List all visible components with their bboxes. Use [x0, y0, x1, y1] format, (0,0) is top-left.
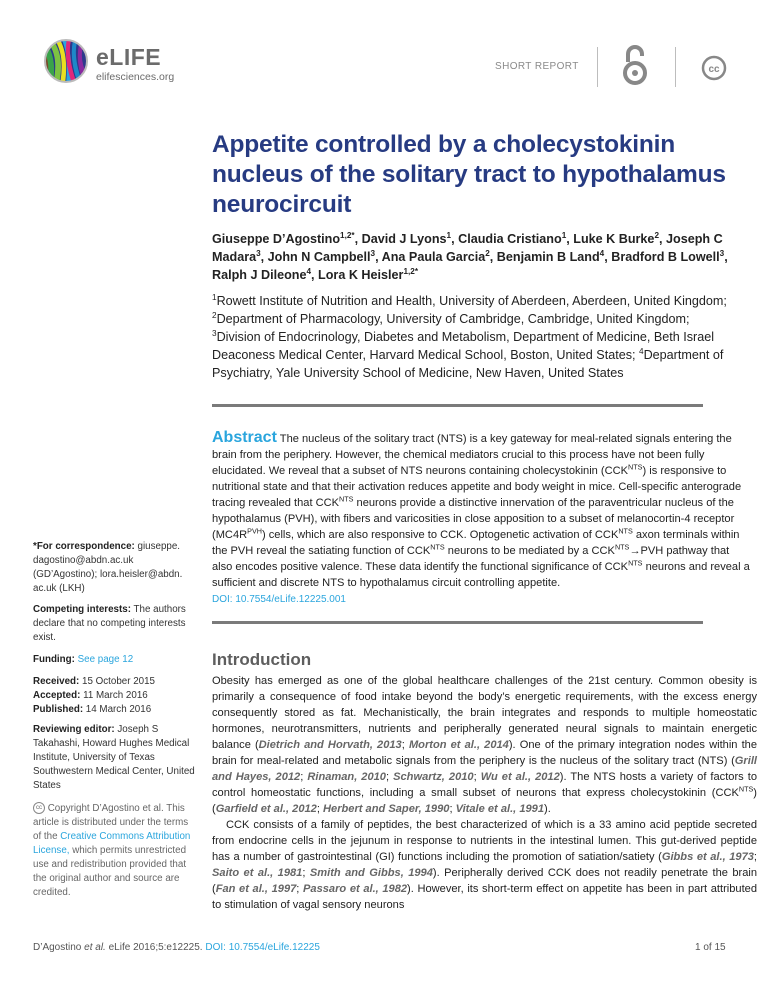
article-type-label: SHORT REPORT: [495, 61, 579, 72]
copyright-license: cc Copyright D’Agostino et al. This article is distributed under the terms of the Creative Commons Attribution License, which permits unrestricted use and redistribution provided that the original author and source are credited.: [33, 803, 191, 898]
reviewing-editor: Reviewing editor: Joseph S Takahashi, Howard Hughes Medical Institute, University of Texas Southwestern Medical Center, United States: [33, 724, 195, 791]
header-divider: [597, 47, 598, 87]
divider-top: [212, 404, 703, 407]
citation-link[interactable]: Grill and Hayes, 2012: [212, 755, 757, 783]
citation-link[interactable]: Smith and Gibbs, 1994: [309, 867, 433, 879]
author-name: Lora K Heisler$^{1,2*}$: [318, 266, 419, 282]
citation-link[interactable]: Passaro et al., 1982: [303, 883, 408, 895]
header-divider: [675, 47, 676, 87]
license-link[interactable]: Creative Commons Attribution License,: [33, 831, 191, 856]
citation-link[interactable]: Rinaman, 2010: [307, 771, 386, 783]
author-name: Giuseppe D’Agostino$^{1,2*}$: [212, 230, 355, 246]
citation-link[interactable]: Fan et al., 1997: [215, 883, 297, 895]
footer-doi-link[interactable]: DOI: 10.7554/eLife.12225: [205, 942, 320, 953]
funding-link[interactable]: See page 12: [77, 654, 134, 665]
author-name: Bradford B Lowell$^3$: [611, 248, 725, 264]
funding: Funding: See page 12: [33, 654, 134, 665]
citation-link[interactable]: Gibbs et al., 1973: [661, 851, 754, 863]
cc-small-icon: cc: [33, 802, 45, 814]
citation-link[interactable]: Saito et al., 1981: [212, 867, 303, 879]
divider-bottom: [212, 621, 703, 624]
citation-link[interactable]: Vitale et al., 1991: [455, 803, 545, 815]
footer-citation: D’Agostino et al. eLife 2016;5:e12225. DOI: 10.7554/eLife.12225: [33, 942, 320, 953]
citation-link[interactable]: Herbert and Saper, 1990: [323, 803, 450, 815]
page-number: 1 of 15: [695, 942, 726, 953]
author-name: John N Campbell$^3$: [267, 248, 376, 264]
abstract-doi-link[interactable]: DOI: 10.7554/eLife.12225.001: [212, 594, 346, 605]
author-name: Luke K Burke$^2$: [573, 230, 659, 246]
author-list: Giuseppe D’Agostino$^{1,2*}$, David J Lyons$^1$, Claudia Cristiano$^1$, Luke K Burke$^2$, Joseph C Madara$^3$, John N Campbell$^3$, Ana Paula Garcia$^2$, Benjamin B Land$^4$, Bradford B Lowell$^3$, Ralph J Dileone$^4$, Lora K Heisler$^{1,2*}$: [212, 230, 728, 282]
open-access-icon: [622, 44, 648, 86]
paragraph: Obesity has emerged as one of the global healthcare challenges of the 21st century. Common obesity is primarily a consequence of food intake beyond the body’s energetic requirements, with the excess energy consequently stored as fat. Mechanistically, the brain integrates and responds to multiple homeostatic hormones, neurotransmitters, nutrients and peripherally generated neural signals to maintain energetic balance (Dietrich and Horvath, 2013; Morton et al., 2014). One of the primary integration nodes within the brain for meal-related and metabolic signals from the periphery is the nucleus of the solitary tract (NTS) (Grill and Hayes, 2012; Rinaman, 2010; Schwartz, 2010; Wu et al., 2012). The NTS hosts a variety of factors to control homeostatic functions, including a small subset of neurons that express cholecystokinin $(CCK^{NTS})$ (Garfield et al., 2012; Herbert and Saper, 1990; Vitale et al., 1991).: [212, 675, 757, 815]
citation-link[interactable]: Schwartz, 2010: [393, 771, 474, 783]
correspondence-emails[interactable]: giuseppe. dagostino@abdn.ac.uk (GD’Agostino); lora.heisler@abdn. ac.uk (LKH): [33, 541, 183, 594]
affiliations: $^1$Rowett Institute of Nutrition and Health, University of Aberdeen, Aberdeen, United Kingdom; $^2$Department of Pharmacology, University of Cambridge, Cambridge, United Kingdom; $^3$Division of Endocrinology, Diabetes and Metabolism, Department of Medicine, Beth Israel Deaconess Medical Center, Harvard Medical School, Boston, United States; $^4$Department of Psychiatry, Yale University School of Medicine, New Haven, United States: [212, 292, 727, 380]
article-title: Appetite controlled by a cholecystokinin nucleus of the solitary tract to hypothalamus neurocircuit: [212, 131, 726, 218]
author-name: Benjamin B Land$^4$: [496, 248, 605, 264]
citation-link[interactable]: Morton et al., 2014: [408, 739, 509, 751]
citation-link[interactable]: Wu et al., 2012: [480, 771, 560, 783]
citation-link[interactable]: Garfield et al., 2012: [215, 803, 317, 815]
correspondence: *For correspondence: giuseppe. dagostino@abdn.ac.uk (GD’Agostino); lora.heisler@abdn. ac.uk (LKH): [33, 541, 183, 594]
svg-text:cc: cc: [708, 64, 720, 75]
author-name: David J Lyons$^1$: [361, 230, 452, 246]
logo-wordmark: eLIFE: [96, 44, 162, 70]
introduction-heading: Introduction: [212, 650, 312, 669]
dates: Received: 15 October 2015 Accepted: 11 March 2016 Published: 14 March 2016: [33, 676, 156, 715]
abstract-heading: Abstract: [212, 429, 277, 446]
author-name: Ana Paula Garcia$^2$: [381, 248, 490, 264]
creative-commons-icon: [701, 55, 727, 81]
logo-url[interactable]: elifesciences.org: [96, 71, 175, 83]
competing-interests: Competing interests: The authors declare that no competing interests exist.: [33, 604, 186, 643]
author-name: Joseph C Madara$^3$: [212, 232, 723, 264]
citation-link[interactable]: Dietrich and Horvath, 2013: [258, 739, 402, 751]
introduction-body: [212, 673, 757, 913]
author-name: Ralph J Dileone$^4$: [212, 266, 312, 282]
abstract: Abstract The nucleus of the solitary tract (NTS) is a key gateway for meal-related signals entering the brain from the periphery. However, the chemical mediators crucial to this process have not been fully elucidated. We reveal that a subset of NTS neurons containing cholecystokinin $(CCK^{NTS})$ is responsive to nutritional state and that their activation reduces appetite and body weight in mice. Cell-specific anterograde tracing revealed that $CCK^{NTS}$ neurons provide a distinctive innervation of the paraventricular nucleus of the hypothalamus (PVH), with fibers and varicosities in close apposition to a subset of melanocortin-4 receptor $(MC4R^{PVH})$ cells, which are also responsive to CCK. Optogenetic activation of $CCK^{NTS}$ axon terminals within the PVH reveal the satiating function of $CCK^{NTS}$ neurons to be mediated by a $CCK^{NTS}\to PVH$ pathway that also encodes positive valence. These data identify the functional significance of $CCK^{NTS}$ neurons and reveal a sufficient and discrete NTS to hypothalamus circuit controlling appetite. DOI: 10.7554/eLife.12225.001: [212, 429, 750, 605]
author-name: Claudia Cristiano$^1$: [458, 230, 567, 246]
paragraph: CCK consists of a family of peptides, the best characterized of which is a 33 amino acid peptide secreted from endocrine cells in the jejunum in response to nutrients in the intestinal lumen. This gut-derived peptide has a number of gastrointestinal (GI) functions including the promotion of satiation/satiety (Gibbs et al., 1973; Saito et al., 1981; Smith and Gibbs, 1994). Peripherally derived CCK does not readily penetrate the brain (Fan et al., 1997; Passaro et al., 1982). However, its short-term effect on appetite has been in part attributed to stimulation of vagal sensory neurons: [212, 819, 758, 911]
elife-logo-icon[interactable]: [43, 38, 89, 84]
